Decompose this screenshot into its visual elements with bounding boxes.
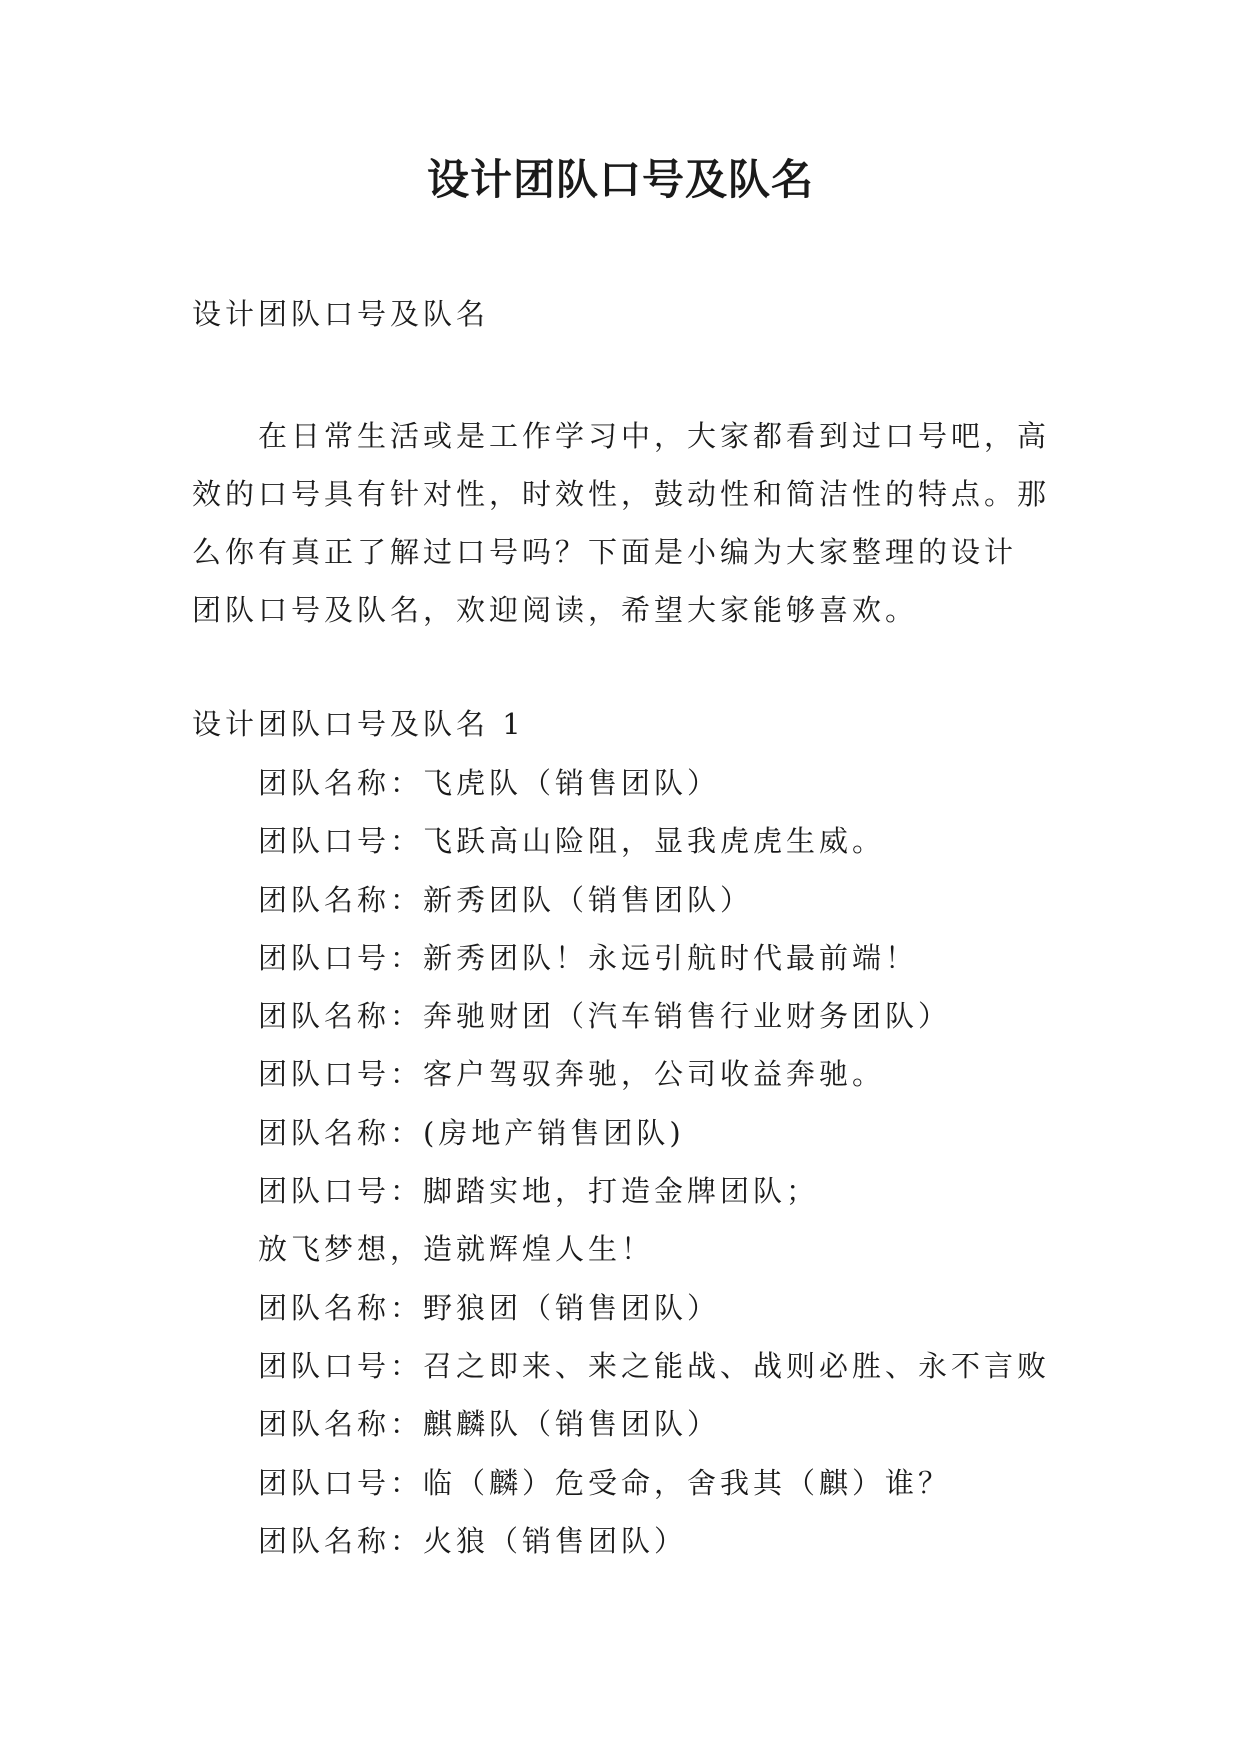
document-subtitle: 设计团队口号及队名 [192,297,490,331]
intro-line: 么你有真正了解过口号吗？下面是小编为大家整理的设计 [192,535,1018,569]
team-name-entry: 团队名称：火狼（销售团队） [258,1523,688,1558]
team-name-entry: 团队名称：飞虎队（销售团队） [258,766,721,800]
team-slogan-entry: 团队口号：飞跃高山险阻，显我虎虎生威。 [258,824,886,859]
team-slogan-continuation: 放飞梦想，造就辉煌人生！ [258,1232,655,1267]
intro-line: 在日常生活或是工作学习中，大家都看到过口号吧，高 [258,419,1051,453]
team-slogan-entry: 团队口号：客户驾驭奔驰，公司收益奔驰。 [258,1057,886,1092]
team-slogan-entry: 团队口号：临（麟）危受命，舍我其（麒）谁？ [258,1465,952,1500]
team-name-entry: 团队名称：奔驰财团（汽车销售行业财务团队） [258,999,952,1034]
team-slogan-entry: 团队口号：召之即来、来之能战、战则必胜、永不言败 [258,1348,1051,1383]
team-name-entry: 团队名称：新秀团队（销售团队） [258,882,754,917]
intro-line: 团队口号及队名，欢迎阅读，希望大家能够喜欢。 [192,593,919,627]
intro-paragraph [192,407,1058,639]
intro-line: 效的口号具有针对性，时效性，鼓动性和简洁性的特点。那 [192,477,1051,511]
team-entries-list [258,754,1050,1570]
document-title: 设计团队口号及队名 [426,155,814,204]
team-slogan-entry: 团队口号：脚踏实地，打造金牌团队； [258,1174,820,1209]
section-heading: 设计团队口号及队名 1 [192,707,525,741]
team-name-entry: 团队名称：野狼团（销售团队） [258,1290,721,1325]
team-slogan-entry: 团队口号：新秀团队！永远引航时代最前端！ [258,940,919,975]
team-name-entry: 团队名称：(房地产销售团队) [258,1115,685,1150]
team-name-entry: 团队名称：麒麟队（销售团队） [258,1407,721,1442]
